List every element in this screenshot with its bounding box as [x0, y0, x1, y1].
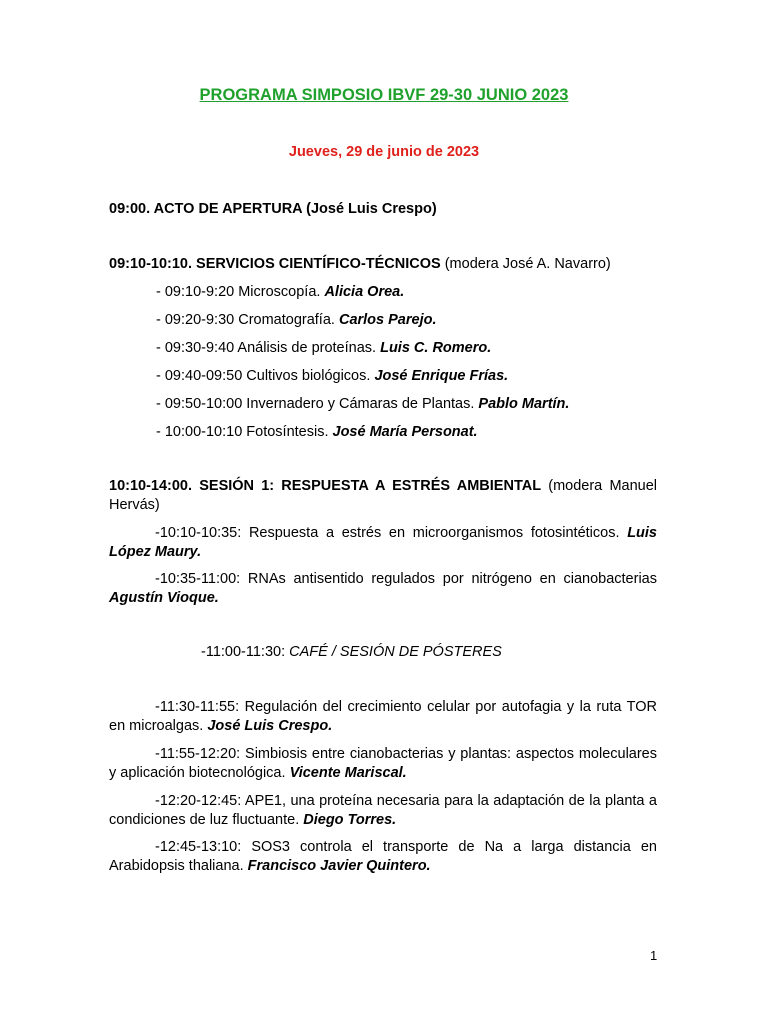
talk-speaker: Vicente Mariscal.	[289, 765, 407, 781]
services-heading: 09:10-10:10. SERVICIOS CIENTÍFICO-TÉCNICOS	[109, 256, 441, 272]
service-item-speaker: Luis C. Romero.	[380, 340, 492, 356]
day-heading: Jueves, 29 de junio de 2023	[288, 144, 480, 160]
service-item-text: - 09:50-10:00 Invernadero y Cámaras de Plantas.	[156, 396, 479, 412]
service-item-text: - 09:10-9:20 Microscopía.	[156, 284, 325, 300]
talk-text: -12:45-13:10: SOS3 controla el transporte de Na a larga distancia en Arabidopsis thaliana.	[109, 839, 657, 874]
talk-text: -10:10-10:35: Respuesta a estrés en microorganismos fotosintéticos.	[155, 525, 628, 541]
service-item	[156, 339, 491, 358]
services-moderator: (modera José A. Navarro)	[440, 256, 611, 272]
service-item	[156, 283, 404, 302]
service-item-speaker: José Enrique Frías.	[374, 368, 509, 384]
service-item-speaker: José María Personat.	[332, 424, 478, 440]
session1-heading-line	[109, 477, 657, 515]
talk-item	[109, 524, 657, 562]
service-item-text: - 09:40-09:50 Cultivos biológicos.	[156, 368, 375, 384]
service-item-text: - 09:20-9:30 Cromatografía.	[156, 312, 339, 328]
talk-item	[109, 698, 657, 736]
talk-text: -10:35-11:00: RNAs antisentido regulados por nitrógeno en cianobacterias	[155, 571, 657, 587]
service-item-text: - 09:30-9:40 Análisis de proteínas.	[156, 340, 381, 356]
talk-item	[109, 570, 657, 608]
service-item-text: - 10:00-10:10 Fotosíntesis.	[156, 424, 333, 440]
talk-item	[109, 792, 657, 830]
talk-speaker: Agustín Vioque.	[109, 590, 219, 606]
opening-item: 09:00. ACTO DE APERTURA (José Luis Crespo)	[109, 201, 437, 217]
talk-speaker: Diego Torres.	[303, 812, 397, 828]
services-heading-line	[109, 255, 611, 274]
talk-text: -12:20-12:45: APE1, una proteína necesaria para la adaptación de la planta a condiciones de luz fluctuante.	[109, 793, 657, 828]
session1-heading: 10:10-14:00. SESIÓN 1: RESPUESTA A ESTRÉS AMBIENTAL	[109, 478, 542, 494]
talk-item	[109, 745, 657, 783]
page-title: PROGRAMA SIMPOSIO IBVF 29-30 JUNIO 2023	[199, 86, 569, 104]
break-time: -11:00-11:30:	[201, 644, 290, 660]
service-item	[156, 311, 436, 330]
service-item-speaker: Pablo Martín.	[478, 396, 570, 412]
break-label: CAFÉ / SESIÓN DE PÓSTERES	[289, 644, 502, 660]
talk-speaker: José Luis Crespo.	[207, 718, 333, 734]
service-item	[156, 367, 508, 386]
service-item	[156, 395, 569, 414]
talk-text: -11:55-12:20: Simbiosis entre cianobacterias y plantas: aspectos moleculares y aplicación biotecnológica.	[109, 746, 657, 781]
talk-speaker: Francisco Javier Quintero.	[247, 858, 431, 874]
service-item-speaker: Carlos Parejo.	[338, 312, 437, 328]
page-number: 1	[650, 948, 658, 963]
service-item	[156, 423, 478, 442]
talk-text: -11:30-11:55: Regulación del crecimiento celular por autofagia y la ruta TOR en microalgas.	[109, 699, 657, 734]
talk-speaker: Luis López Maury.	[109, 525, 657, 560]
session1-moderator: (modera Manuel Hervás)	[109, 478, 657, 513]
talk-item	[109, 838, 657, 876]
service-item-speaker: Alicia Orea.	[324, 284, 405, 300]
coffee-break	[201, 643, 502, 662]
